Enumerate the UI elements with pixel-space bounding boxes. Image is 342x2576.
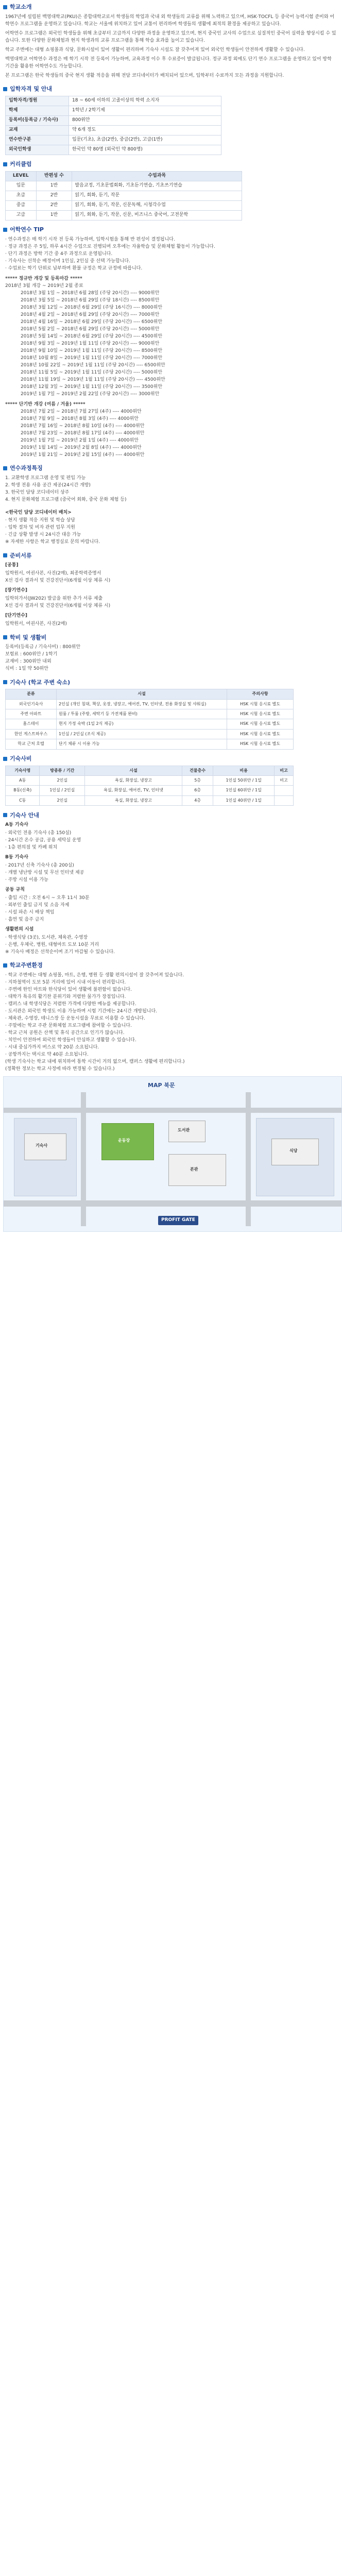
section-heading-schedule [3, 226, 339, 234]
schedule-item: 2019년 1월 7일 ~ 2019년 2월 22일 (주당 20시간) ---- 3000위안 [21, 391, 160, 397]
feature-line: 2. 학생 전용 사용 공간 제공(24시간 개방) [5, 482, 91, 488]
dorm-info-line: · 흡연 및 음주 금지 [5, 917, 44, 922]
environment-line: · 공항까지는 택시로 약 40분 소요됩니다. [5, 1052, 89, 1057]
table-cell: 2반 [36, 191, 72, 200]
feature-sub-line: · 긴급 상황 발생 시 24시간 대응 가능 [5, 532, 81, 538]
map-road [4, 1200, 341, 1207]
bullet-icon [3, 813, 7, 817]
page [0, 0, 342, 1232]
tip-line: · 정규 과정은 주 5일, 하루 4시간 수업으로 진행되며 오후에는 자율학습 및 문화체험 활동이 가능합니다. [5, 244, 215, 249]
bullet-icon [3, 228, 7, 232]
section-heading-costs [3, 633, 339, 641]
table-header-row [6, 171, 242, 181]
table-cell: 초급 [6, 191, 37, 200]
environment-list [3, 972, 339, 1059]
table-cell: 4층 [182, 795, 213, 805]
table-cell: C동 [6, 795, 40, 805]
section-title: 학교소개 [10, 4, 32, 11]
table-value: 입문(기초), 초급(2반), 중급(2반), 고급(1반) [69, 135, 221, 145]
column-header: 반편성 수 [36, 171, 72, 181]
column-header: 비용 [213, 766, 275, 775]
environment-note: (정확한 정보는 학교 사정에 따라 변경될 수 있습니다.) [5, 1066, 115, 1072]
bullet-icon [3, 162, 7, 166]
schedule-item: 2018년 4월 2일 ~ 2018년 6월 29일 (주당 20시간) ---- 7000위안 [21, 312, 160, 317]
column-header: 주의사항 [227, 689, 294, 699]
table-key: 학제 [6, 106, 69, 115]
feature-subtitle: <한국인 담당 코디네이터 배치> [5, 510, 72, 515]
feature-line: 3. 한국인 담당 코디네이터 상주 [5, 489, 70, 495]
schedule-list [3, 290, 339, 398]
short-schedule-item: 2019년 1월 14일 ~ 2019년 2월 8일 (4주) ---- 4000위안 [21, 445, 142, 450]
schedule-item: 2018년 3월 5일 ~ 2018년 6월 29일 (주당 18시간) ---- 8500위안 [21, 297, 160, 303]
dorm-info-line: · 주방 시설 이용 가능 [5, 877, 48, 883]
dorm-info-line: · 개별 냉난방 시설 및 무선 인터넷 제공 [5, 870, 84, 876]
dorm-info-line: · 24시간 온수 공급, 공용 세탁실 운영 [5, 838, 81, 843]
column-header: 방종류 / 기간 [40, 766, 85, 775]
feature-sub-line: · 현지 생활 적응 지원 및 학습 상담 [5, 518, 75, 523]
environment-line: · 캠퍼스 내 학생식당은 저렴한 가격에 다양한 메뉴를 제공합니다. [5, 1001, 136, 1007]
environment-line: · 주변에 한인 마트와 한식당이 있어 생활에 불편함이 없습니다. [5, 987, 132, 992]
cost-line: 보험료 : 600위안 / 1학기 [5, 652, 58, 657]
schedule-item: 2018년 3월 1일 ~ 2018년 6월 28일 (주당 20시간) ---- 9000위안 [21, 290, 160, 296]
map-label: 운동장 [118, 1138, 130, 1143]
table-cell [274, 786, 293, 795]
housing-table [5, 689, 294, 749]
table-cell: 고급 [6, 210, 37, 220]
dorm-info-line: · 시설 파손 시 배상 책임 [5, 909, 55, 915]
table-cell: 욕실, 화장실, 냉장고 [85, 775, 182, 785]
section-title: 기숙사 (학교 주변 숙소) [10, 679, 71, 686]
school-paragraph: 본 프로그램은 한국 학생들의 중국 현지 생활 적응을 위해 전담 코디네이터가 배치되어 있으며, 입학부터 수료까지 모든 과정을 지원합니다. [5, 73, 284, 78]
table-cell: 2인실 [40, 795, 85, 805]
short-schedule-item: 2019년 1월 21일 ~ 2019년 2월 15일 (4주) ---- 4000위안 [21, 452, 145, 457]
section-title: 입학자격 및 안내 [10, 85, 53, 92]
section-heading-school [3, 3, 339, 11]
table-cell: HSK 시험 응시료 별도 [227, 719, 294, 729]
bullet-icon [3, 635, 7, 639]
dorm-fee-table [5, 766, 294, 806]
short-schedule-list [3, 409, 339, 459]
table-cell: 외국인기숙사 [6, 699, 57, 709]
table-row [6, 699, 294, 709]
short-list-title: ***** 단기반 개강 (여름 / 겨울) ***** [5, 401, 86, 407]
table-cell: 1인실 50위안 / 1일 [213, 775, 275, 785]
section-heading-documents [3, 551, 339, 560]
bullet-icon [3, 757, 7, 761]
schedule-item: 2018년 12월 3일 ~ 2019년 1월 11일 (주당 20시간) ---- 3500위안 [21, 384, 163, 389]
environment-line: · 체육관, 수영장, 테니스장 등 운동시설을 무료로 이용할 수 있습니다. [5, 1015, 145, 1021]
short-schedule-item: 2018년 7월 9일 ~ 2018년 8월 3일 (4주) ---- 4000위안 [21, 416, 139, 421]
map-road [4, 1108, 341, 1113]
dorm-info-line: · 2017년 신축 기숙사 (총 200실) [5, 863, 74, 869]
table-cell: A동 [6, 775, 40, 785]
map-road [246, 1092, 251, 1226]
dorm-info-heading: 공동 규칙 [5, 887, 25, 893]
documents-line: 입학원서, 여권사본, 사진(2매) [5, 621, 67, 627]
map-title: MAP 북문 [148, 1081, 175, 1089]
table-row [6, 729, 294, 739]
table-key: 등록비(등록금 / 기숙사) [6, 115, 69, 125]
table-header-row [6, 766, 294, 775]
info-table [5, 96, 221, 155]
section-heading-dorm-info [3, 811, 339, 819]
short-schedule-item: 2018년 7월 23일 ~ 2018년 8월 17일 (4주) ---- 4000위안 [21, 430, 145, 436]
section-title: 학교주변환경 [10, 962, 43, 969]
dorm-info-line: · 학생식당 (3곳), 도서관, 체육관, 수영장 [5, 935, 88, 940]
table-cell: 1인실 / 2인실 [40, 786, 85, 795]
bullet-icon [3, 87, 7, 91]
table-row [6, 210, 242, 220]
table-value: 한국인 약 80명 (외국인 약 800명) [69, 145, 221, 155]
environment-line: · 도서관은 외국인 학생도 이용 가능하며 시험 기간에는 24시간 개방됩니다. [5, 1008, 158, 1014]
table-value: 1학년 / 2학기제 [69, 106, 221, 115]
table-cell: 읽기, 회화, 듣기, 작문, 신문독해, 시청각수업 [72, 200, 242, 210]
table-row [6, 181, 242, 191]
bullet-icon [3, 680, 7, 684]
column-header: 분류 [6, 689, 57, 699]
schedule-list-title: ***** 정규반 개강 및 등록마감 ***** [5, 276, 82, 281]
documents-subtitle: [단기연수] [5, 613, 28, 619]
table-cell: 한인 게스트하우스 [6, 729, 57, 739]
table-cell: 욕실, 화장실, 에어컨, TV, 인터넷 [85, 786, 182, 795]
table-cell: 2인실 [40, 775, 85, 785]
tip-line: · 수업료는 학기 단위로 납부하며 환불 규정은 학교 규정에 따릅니다. [5, 265, 143, 271]
feature-line: 1. 교환학생 프로그램 운영 및 편입 가능 [5, 475, 86, 481]
table-cell: 1인실 40위안 / 1일 [213, 795, 275, 805]
table-cell: 읽기, 회화, 듣기, 작문 [72, 191, 242, 200]
cost-line: 식비 : 1일 약 50위안 [5, 666, 48, 672]
table-cell [274, 795, 293, 805]
schedule-item: 2018년 11월 5일 ~ 2019년 1월 11일 (주당 20시간) ---- 5000위안 [21, 369, 163, 375]
map-label: 도서관 [178, 1127, 190, 1132]
table-cell: 원룸 / 투룸 (주방, 세탁기 등 가전제품 완비) [57, 709, 227, 719]
table-cell: 욕실, 화장실, 냉장고 [85, 795, 182, 805]
table-cell: 중급 [6, 200, 37, 210]
section-title: 기숙사비 [10, 755, 32, 762]
table-cell: 2반 [36, 200, 72, 210]
table-cell: 발음교정, 기초문법회화, 기초듣기연습, 기초쓰기연습 [72, 181, 242, 191]
schedule-item: 2018년 9월 10일 ~ 2019년 1월 11일 (주당 20시간) ---- 8500위안 [21, 348, 163, 353]
tip-line: · 연수과정은 매 학기 시작 전 등록 가능하며, 입학시험을 통해 반 편성이 결정됩니다. [5, 236, 175, 242]
documents-line: 입학원서, 여권사본, 사진(2매), 최종학력증명서 [5, 571, 101, 577]
table-cell: 1인실 / 2인실 (조식 제공) [57, 729, 227, 739]
dorm-info-heading: 생활편의 시설 [5, 926, 34, 932]
table-cell: 학교 근처 호텔 [6, 739, 57, 749]
table-cell: 단기 체류 시 이용 가능 [57, 739, 227, 749]
table-cell: B동(신축) [6, 786, 40, 795]
environment-note: (학생 기숙사는 학교 내에 위치하여 통학 시간이 거의 없으며, 캠퍼스 생활에 편리합니다.) [5, 1059, 185, 1064]
table-row [6, 96, 221, 106]
dorm-info-line: · 외부인 출입 금지 및 소음 자제 [5, 902, 70, 908]
feature-line: 4. 현지 문화체험 프로그램 (중국어 회화, 중국 문화 체험 등) [5, 497, 127, 502]
environment-line: · 학교 주변에는 대형 쇼핑몰, 마트, 은행, 병원 등 생활 편의시설이 잘 갖추어져 있습니다. [5, 972, 184, 978]
map-label: 식당 [289, 1148, 298, 1153]
table-key: 연수반구분 [6, 135, 69, 145]
tip-line: · 단기 과정은 방학 기간 중 4주 과정으로 운영됩니다. [5, 251, 113, 257]
table-cell: 읽기, 회화, 듣기, 작문, 신문, 비즈니스 중국어, 고전문학 [72, 210, 242, 220]
map-gate-label: PROFIT GATE [158, 1216, 198, 1225]
documents-subtitle: [장기연수] [5, 588, 28, 594]
short-schedule-item: 2018년 7월 16일 ~ 2018년 8월 10일 (4주) ---- 4000위안 [21, 423, 145, 429]
dorm-info-heading: A동 기숙사 [5, 822, 28, 828]
cost-line: 등록비(등록금 / 기숙사비) : 800위안 [5, 645, 81, 650]
table-value: 약 6개 정도 [69, 125, 221, 135]
environment-line: · 주말에는 학교 주관 문화체험 프로그램에 참여할 수 있습니다. [5, 1023, 132, 1028]
school-paragraph: 학교 주변에는 대형 쇼핑몰과 식당, 문화시설이 있어 생활이 편리하며 기숙사 시설도 잘 갖추어져 있어 외국인 학생들이 안전하게 생활할 수 있습니다. [5, 47, 305, 53]
table-row [6, 115, 221, 125]
table-key: 외국인학생 [6, 145, 69, 155]
dorm-info-line: · 1층 편의점 및 카페 위치 [5, 845, 58, 851]
feature-sub-line: · 입학 절차 및 비자 관련 업무 지원 [5, 525, 75, 531]
curriculum-table [5, 171, 242, 221]
section-heading-environment [3, 961, 339, 970]
column-header: 수업과목 [72, 171, 242, 181]
table-cell: 2인실 (개인 침대, 책상, 옷장, 냉장고, 에어컨, TV, 인터넷, 전용 화장실 및 샤워실) [57, 699, 227, 709]
table-row [6, 739, 294, 749]
environment-line: · 치안이 안전하여 외국인 학생들이 안심하고 생활할 수 있습니다. [5, 1037, 136, 1043]
table-row [6, 709, 294, 719]
environment-line: · 학교 근처 공원은 산책 및 휴식 공간으로 인기가 많습니다. [5, 1030, 125, 1036]
school-paragraph: 1967년에 설립된 백영대학교(PKU)은 종합대학교로서 학생들의 학업과 국내 외 학생들의 교류를 위해 노력하고 있으며, HSK·TOCFL 등 중국어 능력시험 준비와 어학연수 프로그램을 운영하고 있습니다. 학교는 서울에 위치하고 있어 교통이 편리하며 학생들의 생활에 최적의 환경을 제공하고 있습니다. [5, 14, 335, 27]
environment-line: · 시내 중심가까지 버스로 약 20분 소요됩니다. [5, 1044, 99, 1050]
campus-map [3, 1076, 342, 1232]
school-paragraph: 어학연수 프로그램은 외국인 학생들을 위해 초급부터 고급까지 다양한 과정을 운영하고 있으며, 현지 중국인 교사의 수업으로 실질적인 중국어 실력을 향상시킬 수 있습니다. 또한 다양한 문화체험과 현지 학생과의 교류 프로그램을 통해 학습 효과를 높이고 있습니다. [5, 30, 336, 43]
schedule-item: 2018년 10월 8일 ~ 2019년 1월 11일 (주당 20시간) ---- 7000위안 [21, 355, 163, 361]
table-cell: 1반 [36, 181, 72, 191]
short-schedule-item: 2018년 7월 2일 ~ 2018년 7월 27일 (4주) ---- 4000위안 [21, 409, 142, 414]
table-cell: HSK 시험 응시료 별도 [227, 729, 294, 739]
column-header: 비고 [274, 766, 293, 775]
section-title: 학비 및 생활비 [10, 634, 47, 641]
table-header-row [6, 689, 294, 699]
school-paragraph: 백영대학교 어학연수 과정은 매 학기 시작 전 등록이 가능하며, 교육과정 이수 후 수료증이 발급됩니다. 정규 과정 외에도 단기 연수 프로그램을 운영하고 있어 방학 기간을 활용한 어학연수도 가능합니다. [5, 56, 332, 69]
documents-line: X선 검사 결과서 및 건강진단서(6개월 이상 체류 시) [5, 603, 111, 609]
dorm-info-line: · 출입 시간 : 오전 6시 ~ 오후 11시 30분 [5, 895, 90, 901]
bullet-icon [3, 5, 7, 9]
bullet-icon [3, 466, 7, 470]
table-value: 800위안 [69, 115, 221, 125]
table-row [6, 135, 221, 145]
table-value: 18 ~ 60세 이하의 고졸이상의 학력 소지자 [69, 96, 221, 106]
schedule-item: 2018년 11월 19일 ~ 2019년 1월 11일 (주당 20시간) ---- 4500위안 [21, 377, 165, 382]
section-heading-dorm-fees [3, 755, 339, 763]
short-schedule-item: 2019년 1월 7일 ~ 2019년 2월 1일 (4주) ---- 4000위안 [21, 437, 139, 443]
dorm-info-line: · 은행, 우체국, 병원, 대형마트 도보 10분 거리 [5, 942, 99, 947]
section-title: 준비서류 [10, 552, 32, 559]
section-heading-info [3, 85, 339, 93]
table-cell: 입문 [6, 181, 37, 191]
bullet-icon [3, 553, 7, 557]
table-cell: 주변 아파트 [6, 709, 57, 719]
schedule-list-subtitle: 2018년 3월 개강 ~ 2019년 2월 종료 [5, 283, 83, 289]
table-cell: HSK 시험 응시료 별도 [227, 699, 294, 709]
section-title: 커리큘럼 [10, 160, 32, 167]
map-road [81, 1092, 86, 1226]
dorm-info-blocks [3, 822, 339, 949]
column-header: 기숙사명 [6, 766, 40, 775]
schedule-item: 2018년 3월 12일 ~ 2018년 6월 29일 (주당 16시간) ---- 8000위안 [21, 304, 163, 310]
cost-line: 교재비 : 300위안 내외 [5, 659, 52, 665]
tip-line: · 기숙사는 선착순 배정이며 1인실, 2인실 중 선택 가능합니다. [5, 258, 130, 264]
table-cell: HSK 시험 응시료 별도 [227, 739, 294, 749]
column-header: 건물층수 [182, 766, 213, 775]
table-cell: 1인실 60위안 / 1일 [213, 786, 275, 795]
table-row [6, 786, 294, 795]
column-header: 시설 [85, 766, 182, 775]
schedule-item: 2018년 5월 14일 ~ 2018년 6월 29일 (주당 20시간) ---- 4500위안 [21, 333, 163, 339]
schedule-item: 2018년 9월 3일 ~ 2019년 1월 11일 (주당 20시간) ---- 9000위안 [21, 341, 160, 346]
table-cell: 비고 [274, 775, 293, 785]
section-heading-housing [3, 678, 339, 686]
bullet-icon [3, 963, 7, 968]
environment-line: · 대학가 특유의 활기찬 분위기와 저렴한 물가가 장점입니다. [5, 994, 126, 999]
table-row [6, 200, 242, 210]
table-row [6, 191, 242, 200]
table-cell: 현지 가정 숙박 (1일 2식 제공) [57, 719, 227, 729]
section-heading-curriculum [3, 160, 339, 168]
table-key: 입학자격/정원 [6, 96, 69, 106]
table-row [6, 106, 221, 115]
table-cell: 5층 [182, 775, 213, 785]
dorm-info-heading: B동 기숙사 [5, 855, 28, 860]
map-label: 본관 [190, 1166, 198, 1172]
column-header: 시설 [57, 689, 227, 699]
documents-line: X선 검사 결과서 및 건강진단서(6개월 이상 체류 시) [5, 578, 111, 584]
table-key: 교재 [6, 125, 69, 135]
dorm-info-note: ※ 기숙사 배정은 선착순이며 조기 마감될 수 있습니다. [5, 949, 115, 955]
environment-line: · 지하철역이 도보 5분 거리에 있어 시내 이동이 편리합니다. [5, 979, 126, 985]
feature-note: ※ 자세한 사항은 학교 행정실로 문의 바랍니다. [5, 539, 100, 545]
table-row [6, 719, 294, 729]
section-title: 기숙사 안내 [10, 811, 39, 819]
table-row [6, 125, 221, 135]
section-title: 어학연수 TIP [10, 226, 44, 233]
section-title: 연수과정특징 [10, 464, 43, 471]
table-cell: 6층 [182, 786, 213, 795]
table-cell: 1반 [36, 210, 72, 220]
section-heading-features [3, 464, 339, 472]
table-row [6, 775, 294, 785]
column-header: LEVEL [6, 171, 37, 181]
documents-subtitle: [공통] [5, 563, 19, 568]
table-cell: 홈스테이 [6, 719, 57, 729]
schedule-item: 2018년 5월 2일 ~ 2018년 6월 29일 (주당 20시간) ---- 5000위안 [21, 326, 160, 332]
dorm-info-line: · 외국인 전용 기숙사 (총 150실) [5, 831, 72, 836]
schedule-item: 2018년 10월 22일 ~ 2019년 1월 11일 (주당 20시간) ---- 6500위안 [21, 362, 165, 368]
documents-line: 입학허가서(JW202) 발급을 위한 추가 서류 제출 [5, 596, 103, 602]
schedule-item: 2018년 4월 16일 ~ 2018년 6월 29일 (주당 20시간) ---- 6500위안 [21, 319, 163, 325]
table-row [6, 145, 221, 155]
table-row [6, 795, 294, 805]
table-cell: HSK 시험 응시료 별도 [227, 709, 294, 719]
map-label: 기숙사 [36, 1143, 48, 1148]
